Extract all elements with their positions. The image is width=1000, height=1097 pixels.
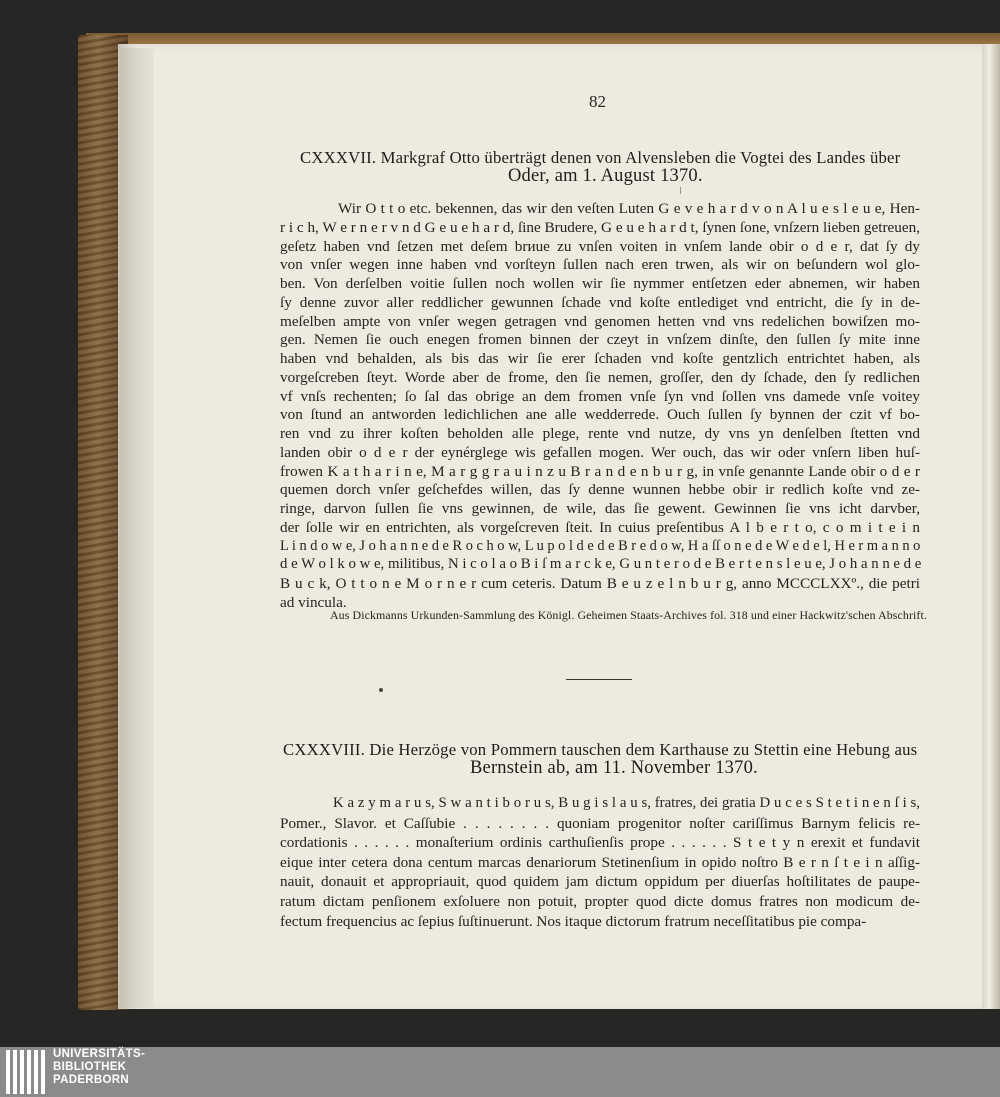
text-line: geſetz haben vnd ſetzen met deſem brиue zu vnſen voiten in vnſem lande obir o d e r, dat ſy dy [280, 237, 920, 255]
text-line: ben. Von derſelben voitie ſullen noch wollen wir ſie nymmer entſetzen eder abnemen, wir haben [280, 275, 920, 292]
text-line: B u c k, O t t o n e M o r n e r cum ceteris. Datum B e u z e l n b u r g, anno MCCCLXXº., die petri [280, 575, 920, 592]
library-name-line-3: PADERBORN [53, 1074, 129, 1086]
text-line: vorgeſcreben ſteyt. Worde aber de frome, den ſie nemen, groſſer, den dy ſchade, den ſy redlichen [280, 368, 920, 386]
text-line: cordationis . . . . . . monaſterium ordinis carthuſienſis prope . . . . . . S t e t y n erexit et fundavit [280, 834, 920, 852]
text-line: von ſtund an antworden ledichlichen ane alle wedderrede. Ouch ſullen ſy bynnen der czit vf bo- [280, 406, 920, 424]
text-line: K a z y m a r u s, S w a n t i b o r u s, B u g i s l a u s, fratres, dei gratia D u c e s S t e t i n e n ſ i s, [333, 795, 920, 811]
text-line: ringe, darvon ſullen ſie vns gewinnen, de wile, das ſie gewent. Gewinnen ſie vns icht darvber, [280, 500, 920, 517]
text-line: nauit, donauit et appropriauit, quod quidem jam dictum oppidum per diuerſas hoſtilitates de paupe- [280, 873, 920, 891]
document-heading-cxxxviii: CXXXVIII. Die Herzöge von Pommern tauschen dem Karthause zu Stettin eine Hebung aus [283, 740, 918, 759]
source-note: Aus Dickmanns Urkunden-Sammlung des Königl. Geheimen Staats-Archives fol. 318 und einer Hackwitz'schen Abschrift. [330, 608, 927, 622]
text-line: ad vincula. [280, 593, 347, 611]
text-line: ſy denne zuvor aller reddlicher gewunnen ſchade vnd koſte entlediget vnd entricht, die ſy in de- [280, 293, 920, 311]
text-line: fectum frequencius ac ſepius ſuſtinuerunt. Nos itaque dictorum fratrum neceſſitatibus pie compa- [280, 912, 867, 930]
document-date-cxxxviii: Bernstein ab, am 11. November 1370. [470, 758, 758, 778]
document-date-cxxxvii: Oder, am 1. August 1370. [508, 166, 703, 186]
text-line: von vnſer wegen inne haben vnd vorſteyn ſullen nach eren trwen, als wir on beſundern wol glo- [280, 256, 920, 274]
text-line: Pomer., Slavor. et Caſſubie . . . . . . . . quoniam progenitor noſter cariſſimus Barnym felicis re- [280, 814, 920, 832]
document-heading-cxxxvii: CXXXVII. Markgraf Otto überträgt denen von Alvensleben die Vogtei des Landes über [300, 148, 901, 167]
page-stack-edge [982, 44, 1000, 1009]
text-line: eique inter cetera dona centum marcas denariorum Stetinenſium in opido noſtro B e r n ſ t e i n aſſig- [280, 853, 920, 871]
text-line: ratum dictam penſionem exſoluere non potuit, propter quod dicte domus fratres non modicum de- [280, 893, 920, 910]
library-footer-bar [0, 1047, 1000, 1097]
library-name-line-2: BIBLIOTHEK [53, 1061, 127, 1073]
text-line: der ſolle wir en entrichten, als vorgeſcreven ſteit. In cuius preſentibus A l b e r t o, c o m i t e i n [280, 518, 920, 536]
text-line: L i n d o w e, J o h a n n e d e R o c h o w, L u p o l d e d e B r e d o w, H a ſſ o n e d e W e d e l, H e r m a n n o [280, 537, 921, 554]
text-line: ren vnd zu ihrer koſten beholden alle plege, rente vnd nutze, dy vns yn denſelben ſtetten vnd [280, 425, 920, 442]
text-line: Wir O t t o etc. bekennen, das wir den veſten Luten G e v e h a r d v o n A l u e s l e u e, Hen- [338, 200, 920, 217]
library-logo-mark [6, 1050, 48, 1094]
section-divider [566, 679, 632, 680]
text-line: r i c h, W e r n e r v n d G e u e h a r d, ſine Brudere, G e u e h a r d t, ſynen ſone, vnſzern lieben getreuen, [280, 218, 920, 236]
library-name-line-1: UNIVERSITÄTS- [53, 1048, 146, 1060]
text-line: quemen dorch vnſer geſchefdes willen, das ſy denne wunnen hebbe obir ir redlich koſte vnd ze- [280, 481, 920, 499]
text-line: vf vnſs rechenten; ſo ſal das obrige an dem fromen vnſe ſyn vnd ſollen vns damede vnſe voitey [280, 387, 920, 405]
text-line: meſelben ampte von vnſer wegen getragen vnd genomen hetten vnd vns redelichen bowiſzen mo- [280, 312, 920, 330]
page-number: 82 [589, 92, 606, 111]
text-line: gen. Nemen ſie ouch enegen fromen binnen der czeyt in vnſzem dinſte, den ſullen ſy mite inne [280, 331, 920, 349]
text-line: landen obir o d e r der eynérglege wis gefallen mogen. Wer ouch, das wir oder vnſern liben huſ- [280, 443, 920, 461]
text-line: d e W o l k o w e, militibus, N i c o l a o B i ſ m a r c k e, G u n t e r o d e B e r t e n s l e u e, J o h a n n e d e [280, 556, 922, 573]
ink-dot [379, 688, 383, 692]
text-line: haben vnd behalden, als bis das wir ſie erer ſchaden vnd koſte gentzlich entrichtet haben, als [280, 350, 920, 367]
page-gutter [120, 48, 154, 1008]
paper-speck [680, 187, 681, 194]
text-line: frowen K a t h a r i n e, M a r g g r a u i n z u B r a n d e n b u r g, in vnſe genannte Lande obir o d e r [280, 462, 920, 480]
